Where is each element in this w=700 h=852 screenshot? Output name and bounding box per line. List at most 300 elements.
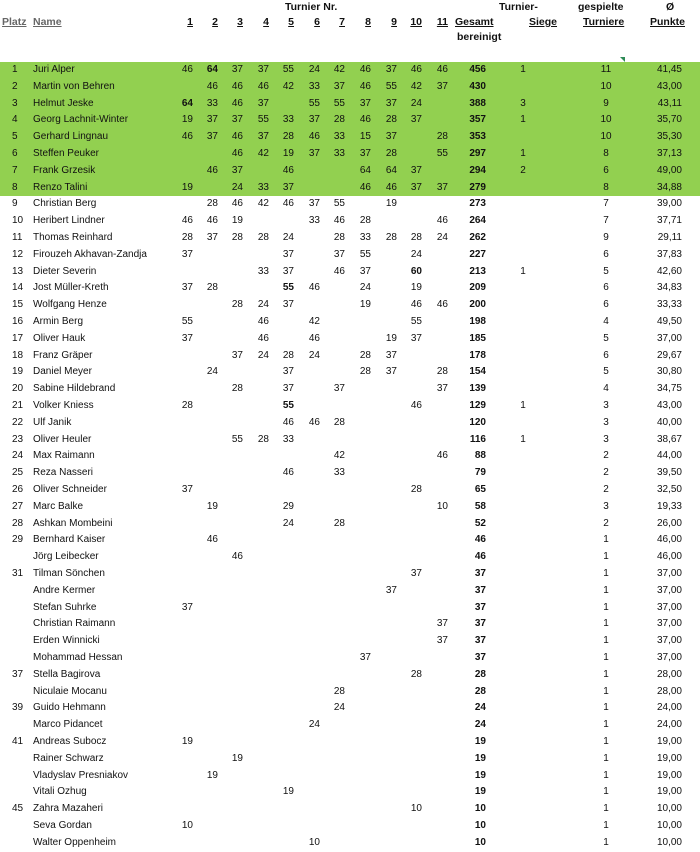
score-cell (274, 616, 294, 633)
header-punkte-1: Ø (666, 1, 675, 13)
score-cell (274, 700, 294, 717)
score-cell: 55 (282, 282, 294, 294)
header-punkte-2: Punkte (650, 16, 686, 28)
rank-cell: 1 (12, 64, 18, 75)
score-cell: 24 (359, 282, 371, 294)
score-cell (377, 381, 397, 398)
score-cell: 28 (436, 131, 448, 143)
played-cell: 2 (603, 467, 609, 479)
played-cell: 6 (603, 299, 609, 311)
score-cell: 37 (385, 64, 397, 75)
name-cell: Seva Gordan (33, 820, 92, 831)
score-cell (173, 532, 193, 549)
score-cell: 46 (231, 131, 243, 143)
score-cell: 24 (308, 719, 320, 731)
score-cell (351, 835, 371, 852)
score-cell: 46 (436, 215, 448, 227)
score-cell (351, 818, 371, 835)
score-cell: 37 (359, 97, 371, 109)
score-cell (351, 516, 371, 533)
score-cell (402, 784, 422, 801)
name-cell: Stefan Suhrke (33, 601, 97, 613)
score-cell: 19 (181, 736, 193, 747)
score-cell (351, 600, 371, 617)
score-cell (351, 415, 371, 432)
score-cell (428, 768, 448, 785)
score-cell (300, 381, 320, 398)
score-cell (325, 751, 345, 768)
header-turnier-10: 10 (410, 16, 422, 28)
score-cell: 55 (282, 64, 294, 75)
score-cell (402, 146, 422, 163)
score-cell (198, 465, 218, 482)
score-cell (300, 768, 320, 785)
table-row (0, 667, 700, 684)
score-cell: 28 (359, 349, 371, 361)
score-cell (223, 835, 243, 852)
played-cell: 5 (603, 332, 609, 344)
score-cell: 33 (333, 131, 345, 143)
played-cell: 1 (603, 752, 609, 764)
score-cell (173, 700, 193, 717)
wins-cell (513, 381, 533, 398)
score-cell (402, 633, 422, 650)
avg-cell: 37,00 (656, 601, 682, 613)
total-cell: 227 (469, 248, 486, 260)
score-cell (325, 616, 345, 633)
score-cell: 55 (410, 316, 422, 327)
rank-cell: 23 (12, 433, 24, 445)
score-cell (325, 163, 345, 180)
score-cell (428, 432, 448, 449)
total-cell: 37 (474, 601, 486, 613)
score-cell (351, 768, 371, 785)
score-cell (173, 163, 193, 180)
name-cell: Georg Lachnit-Winter (33, 114, 129, 126)
score-cell (377, 297, 397, 314)
score-cell (428, 583, 448, 600)
score-cell: 37 (436, 181, 448, 193)
name-cell: Zahra Mazaheri (33, 803, 104, 815)
played-cell: 1 (603, 736, 609, 747)
score-cell (249, 616, 269, 633)
total-cell: 37 (474, 635, 486, 647)
total-cell: 37 (474, 652, 486, 663)
header-turnier-7: 7 (339, 16, 345, 28)
score-cell: 55 (333, 97, 345, 109)
name-cell: Tilman Sönchen (33, 568, 105, 579)
score-cell (198, 398, 218, 415)
score-cell (173, 516, 193, 533)
score-cell (351, 314, 371, 331)
avg-cell: 46,00 (656, 551, 682, 563)
score-cell: 28 (181, 232, 193, 243)
table-row (0, 734, 700, 751)
avg-cell: 28,00 (656, 668, 682, 680)
score-cell (198, 448, 218, 465)
score-cell (274, 331, 294, 348)
table-row (0, 364, 700, 381)
score-cell: 46 (359, 64, 371, 75)
score-cell: 37 (410, 568, 422, 579)
score-cell (325, 768, 345, 785)
score-cell (274, 768, 294, 785)
table-row (0, 297, 700, 314)
score-cell (428, 264, 448, 281)
score-cell (198, 180, 218, 197)
rank-cell: 9 (12, 198, 18, 210)
score-cell (377, 415, 397, 432)
score-cell (428, 667, 448, 684)
score-cell (300, 734, 320, 751)
score-cell (377, 213, 397, 230)
score-cell: 64 (206, 64, 218, 75)
rank-cell: 18 (12, 349, 24, 361)
table-row (0, 835, 700, 852)
header-gesamt: Gesamt (455, 16, 494, 28)
score-cell (377, 751, 397, 768)
score-cell (351, 616, 371, 633)
score-cell: 28 (333, 685, 345, 697)
score-cell (402, 549, 422, 566)
wins-cell (513, 684, 533, 701)
score-cell (428, 314, 448, 331)
score-cell (198, 700, 218, 717)
score-cell (300, 163, 320, 180)
score-cell: 46 (257, 316, 269, 327)
score-cell (173, 465, 193, 482)
score-cell (249, 482, 269, 499)
score-cell (198, 331, 218, 348)
played-cell: 1 (603, 685, 609, 697)
score-cell: 60 (410, 265, 422, 277)
score-cell (300, 801, 320, 818)
header-turnier-8: 8 (365, 16, 371, 28)
score-cell (223, 264, 243, 281)
played-cell: 1 (603, 803, 609, 815)
score-cell (274, 667, 294, 684)
table-row (0, 79, 700, 96)
score-cell (402, 751, 422, 768)
score-cell: 55 (257, 114, 269, 126)
score-cell (249, 667, 269, 684)
score-cell (223, 818, 243, 835)
score-cell (377, 717, 397, 734)
score-cell: 37 (282, 299, 294, 311)
score-cell: 42 (257, 148, 269, 159)
name-cell: Martin von Behren (33, 80, 115, 92)
score-cell (198, 314, 218, 331)
score-cell (274, 818, 294, 835)
score-cell (173, 297, 193, 314)
wins-cell: 1 (520, 148, 526, 159)
score-cell: 46 (436, 299, 448, 311)
total-cell: 19 (474, 786, 486, 798)
score-cell (223, 314, 243, 331)
rank-cell: 39 (12, 702, 24, 714)
score-cell: 37 (181, 332, 193, 344)
score-cell (377, 768, 397, 785)
played-cell: 6 (603, 248, 609, 260)
rank-cell: 28 (12, 517, 24, 529)
score-cell (325, 549, 345, 566)
score-cell (173, 751, 193, 768)
score-cell (223, 364, 243, 381)
score-cell: 28 (206, 282, 218, 294)
played-cell: 1 (603, 601, 609, 613)
wins-cell: 1 (520, 114, 526, 126)
table-row (0, 314, 700, 331)
score-cell (351, 717, 371, 734)
score-cell (325, 398, 345, 415)
score-cell: 46 (410, 400, 422, 411)
table-row (0, 129, 700, 146)
total-cell: 28 (474, 668, 486, 680)
table-row (0, 230, 700, 247)
score-cell (300, 600, 320, 617)
score-cell (249, 751, 269, 768)
wins-cell (513, 247, 533, 264)
score-cell: 37 (231, 114, 243, 126)
score-cell (300, 364, 320, 381)
wins-cell (513, 768, 533, 785)
wins-cell: 2 (520, 164, 526, 176)
wins-cell: 1 (520, 265, 526, 277)
score-cell: 28 (385, 148, 397, 159)
name-cell: Gerhard Lingnau (33, 131, 109, 143)
score-cell (173, 835, 193, 852)
table-row (0, 465, 700, 482)
avg-cell: 38,67 (656, 433, 682, 445)
score-cell (300, 616, 320, 633)
score-cell: 37 (181, 484, 193, 495)
played-cell: 7 (603, 215, 609, 227)
score-cell: 28 (436, 366, 448, 378)
table-row (0, 348, 700, 365)
table-row (0, 331, 700, 348)
score-cell (351, 583, 371, 600)
score-cell: 37 (282, 265, 294, 277)
score-cell: 55 (333, 198, 345, 210)
score-cell (198, 717, 218, 734)
name-cell: Andre Kermer (33, 584, 96, 596)
score-cell: 46 (257, 80, 269, 92)
score-cell: 64 (385, 164, 397, 176)
score-cell: 46 (181, 64, 193, 75)
score-cell (274, 801, 294, 818)
table-row (0, 818, 700, 835)
total-cell: 357 (469, 114, 486, 126)
score-cell (428, 331, 448, 348)
played-cell: 2 (603, 484, 609, 495)
avg-cell: 10,00 (656, 836, 682, 848)
total-cell: 37 (474, 584, 486, 596)
score-cell: 37 (308, 148, 320, 159)
rank-cell: 15 (12, 299, 24, 311)
played-cell: 5 (603, 366, 609, 378)
played-cell: 1 (603, 719, 609, 731)
avg-cell: 34,75 (656, 383, 682, 395)
score-cell (249, 566, 269, 583)
avg-cell: 41,45 (656, 64, 682, 75)
score-cell (351, 751, 371, 768)
total-cell: 388 (469, 97, 486, 109)
wins-cell (513, 129, 533, 146)
score-cell (325, 364, 345, 381)
rank-cell: 8 (12, 181, 18, 193)
total-cell: 456 (469, 64, 486, 75)
avg-cell: 35,30 (656, 131, 682, 143)
score-cell: 42 (308, 316, 320, 327)
total-cell: 79 (474, 467, 486, 479)
table-row (0, 432, 700, 449)
wins-cell: 1 (520, 433, 526, 445)
score-cell (173, 616, 193, 633)
score-cell (274, 314, 294, 331)
wins-cell (513, 465, 533, 482)
score-cell (274, 482, 294, 499)
score-cell (198, 432, 218, 449)
rank-cell: 16 (12, 316, 24, 327)
score-cell (351, 784, 371, 801)
score-cell (173, 146, 193, 163)
score-cell: 37 (333, 248, 345, 260)
score-cell (223, 784, 243, 801)
avg-cell: 43,00 (656, 400, 682, 411)
score-cell: 28 (333, 416, 345, 428)
avg-cell: 44,00 (656, 450, 682, 462)
score-cell: 37 (206, 114, 218, 126)
cell-comment-marker (620, 57, 625, 62)
table-row (0, 264, 700, 281)
score-cell (351, 684, 371, 701)
score-cell (325, 297, 345, 314)
score-cell (173, 650, 193, 667)
score-cell (223, 448, 243, 465)
score-cell (402, 700, 422, 717)
score-cell: 46 (231, 80, 243, 92)
score-cell: 55 (308, 97, 320, 109)
avg-cell: 28,00 (656, 685, 682, 697)
avg-cell: 26,00 (656, 517, 682, 529)
score-cell (377, 734, 397, 751)
score-cell (300, 499, 320, 516)
score-cell: 42 (282, 80, 294, 92)
table-row (0, 566, 700, 583)
score-cell (325, 314, 345, 331)
score-cell (300, 448, 320, 465)
avg-cell: 10,00 (656, 803, 682, 815)
rank-cell: 14 (12, 282, 24, 294)
score-cell (402, 213, 422, 230)
wins-cell (513, 616, 533, 633)
score-cell (325, 650, 345, 667)
score-cell (249, 163, 269, 180)
wins-cell (513, 331, 533, 348)
score-cell (351, 667, 371, 684)
avg-cell: 49,50 (656, 316, 682, 327)
score-cell: 33 (282, 433, 294, 445)
score-cell: 46 (181, 215, 193, 227)
score-cell (325, 717, 345, 734)
avg-cell: 37,00 (656, 618, 682, 630)
name-cell: Max Raimann (33, 450, 95, 462)
header-name: Name (33, 16, 62, 28)
score-cell (173, 432, 193, 449)
played-cell: 2 (603, 450, 609, 462)
score-cell: 46 (333, 215, 345, 227)
avg-cell: 19,33 (656, 500, 682, 512)
score-cell (300, 650, 320, 667)
rank-cell: 20 (12, 383, 24, 395)
score-cell: 28 (385, 232, 397, 243)
score-cell (249, 717, 269, 734)
table-row (0, 600, 700, 617)
total-cell: 58 (474, 500, 486, 512)
total-cell: 65 (474, 484, 486, 495)
score-cell: 55 (385, 80, 397, 92)
score-cell (198, 600, 218, 617)
score-cell (223, 415, 243, 432)
rank-cell: 37 (12, 668, 24, 680)
score-cell (428, 398, 448, 415)
score-cell (274, 532, 294, 549)
score-cell (223, 398, 243, 415)
played-cell: 3 (603, 500, 609, 512)
score-cell: 42 (333, 64, 345, 75)
score-cell: 37 (231, 164, 243, 176)
rank-cell: 21 (12, 400, 24, 411)
score-cell (249, 415, 269, 432)
score-cell (173, 684, 193, 701)
table-row (0, 549, 700, 566)
score-cell (173, 364, 193, 381)
name-cell: Mohammad Hessan (33, 652, 123, 663)
name-cell: Steffen Peuker (33, 148, 99, 159)
score-cell (351, 499, 371, 516)
table-row (0, 163, 700, 180)
rank-cell: 5 (12, 131, 18, 143)
score-cell (351, 566, 371, 583)
score-cell (173, 583, 193, 600)
wins-cell: 3 (520, 97, 526, 109)
score-cell (428, 734, 448, 751)
score-cell (325, 583, 345, 600)
wins-cell (513, 784, 533, 801)
table-row (0, 96, 700, 113)
score-cell (223, 566, 243, 583)
score-cell: 24 (308, 64, 320, 75)
score-cell: 37 (231, 64, 243, 75)
score-cell (274, 600, 294, 617)
score-cell: 46 (282, 164, 294, 176)
wins-cell (513, 751, 533, 768)
name-cell: Thomas Reinhard (33, 232, 113, 243)
name-cell: Reza Nasseri (33, 467, 94, 479)
table-row (0, 516, 700, 533)
score-cell (300, 633, 320, 650)
table-row (0, 448, 700, 465)
score-cell (351, 398, 371, 415)
played-cell: 9 (603, 232, 609, 243)
score-cell: 46 (206, 80, 218, 92)
score-cell: 37 (410, 181, 422, 193)
score-cell (223, 633, 243, 650)
score-cell: 46 (181, 131, 193, 143)
score-cell: 15 (359, 131, 371, 143)
score-cell (402, 818, 422, 835)
score-cell: 37 (410, 114, 422, 126)
